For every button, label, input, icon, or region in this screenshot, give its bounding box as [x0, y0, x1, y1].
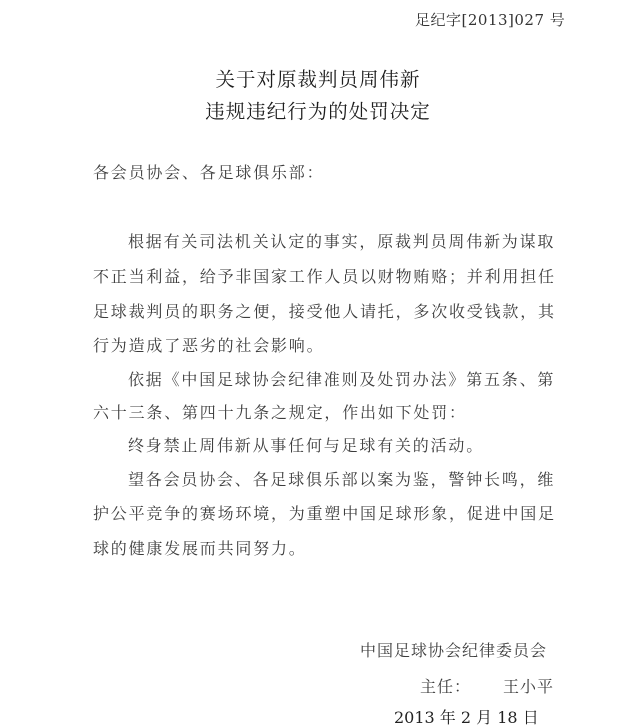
paragraph-4-line-1: 望各会员协会、各足球俱乐部以案为鉴，警钟长鸣，维 [128, 470, 556, 489]
document-title-line-1: 关于对原裁判员周伟新 [215, 68, 421, 91]
paragraph-1-line-1: 根据有关司法机关认定的事实，原裁判员周伟新为谋取 [128, 232, 556, 251]
paragraph-2-line-1: 依据《中国足球协会纪律准则及处罚办法》第五条、第 [128, 370, 556, 389]
salutation: 各会员协会、各足球俱乐部： [93, 163, 325, 182]
paragraph-1-line-4: 行为造成了恶劣的社会影响。 [93, 336, 325, 355]
paragraph-4-line-2: 护公平竞争的赛场环境，为重塑中国足球形象，促进中国足 [93, 504, 556, 523]
director-name: 王小平 [503, 677, 555, 696]
paragraph-2-line-2: 六十三条、第四十九条之规定，作出如下处罚： [93, 403, 467, 422]
director-label: 主任： [420, 677, 472, 696]
paragraph-1-line-3: 足球裁判员的职务之便，接受他人请托，多次收受钱款，其 [93, 302, 556, 321]
penalty-statement: 终身禁止周伟新从事任何与足球有关的活动。 [128, 436, 485, 455]
document-number: 足纪字[2013]027 号 [415, 11, 566, 29]
signing-organization: 中国足球协会纪律委员会 [360, 641, 548, 660]
paragraph-1-line-2: 不正当利益，给予非国家工作人员以财物贿赂；并利用担任 [93, 267, 556, 286]
document-date: 2013 年 2 月 18 日 [394, 708, 539, 727]
paragraph-4-line-3: 球的健康发展而共同努力。 [93, 539, 307, 558]
document-title-line-2: 违规违纪行为的处罚决定 [205, 100, 431, 123]
